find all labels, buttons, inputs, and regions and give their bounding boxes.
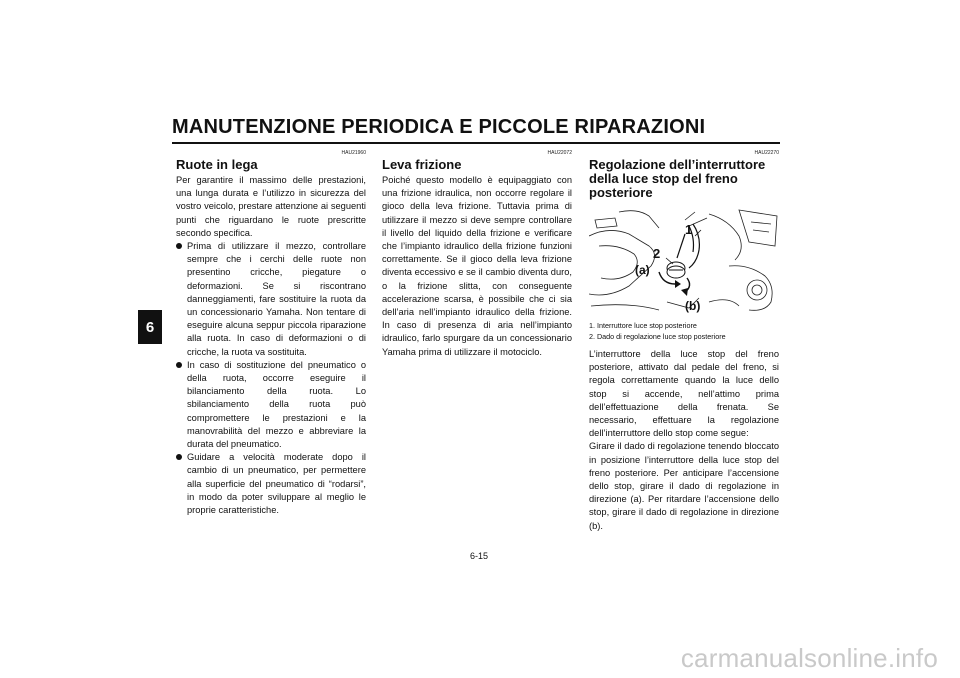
section-code: HAU22072 [547, 150, 572, 156]
figure-label-1: 1 [685, 222, 693, 237]
section-body: Poiché questo modello è equipaggiato con una frizione idraulica, non occorre regolare il gioco della leva frizione. Tuttavia prima di utilizzare il mezzo si deve sempre controllare il livello del liquido della frizione e verificare che l’impianto idraulico della frizione funzioni correttamente. Se il gioco della leva frizione diventa eccessivo e se il cambio diventa duro, o la frizione slitta, con conseguente accelerazione scarsa, è possibile che ci sia dell’aria nell’impianto idraulico della frizione. In caso di presenza di aria nell’impianto idraulico, farlo spurgare da un concessionario Yamaha prima di utilizzare il motociclo. [382, 175, 572, 357]
figure-caption [589, 320, 779, 342]
section-title: Leva frizione [382, 157, 462, 172]
brake-switch-illustration [589, 206, 779, 314]
column-alloy-wheels [176, 150, 366, 517]
figure-label-b: (b) [685, 299, 701, 313]
caption-line: 1. Interruttore luce stop posteriore [589, 321, 697, 330]
page-number: 6-15 [469, 551, 488, 561]
column-clutch-lever [382, 150, 572, 359]
caption-line: 2. Dado di regolazione luce stop posteriore [589, 332, 726, 341]
section-code: HAU22270 [754, 150, 779, 156]
page-header-title: MANUTENZIONE PERIODICA E PICCOLE RIPARAZIONI [172, 116, 706, 138]
section-title: Ruote in lega [176, 157, 258, 172]
figure-label-a: (a) [635, 263, 650, 277]
section-title: Regolazione dell’interruttore della luce stop del freno posteriore [589, 157, 766, 200]
figure-label-2: 2 [653, 246, 661, 261]
header-divider [172, 142, 780, 144]
bullet-item: Guidare a velocità moderate dopo il cambio di un pneumatico, per permettere alla superficie del pneumatico di “rodarsi”, in modo da poter sviluppare al meglio le proprie caratteristiche. [176, 451, 366, 517]
watermark-text: carmanualsonline.info [680, 643, 938, 673]
chapter-tab: 6 [138, 310, 162, 344]
column-brake-light-switch [589, 150, 779, 533]
section-body-continued: Girare il dado di regolazione tenendo bloccato in posizione l’interruttore della luce stop del freno posteriore. Per anticipare l’accensione dello stop, girare il dado di regolazione in direzione (a). Per ritardare l’accensione dello stop, girare il dado di regolazione in direzione (b). [589, 441, 779, 531]
section-code: HAU21960 [341, 150, 366, 156]
section-intro: Per garantire il massimo delle prestazioni, una lunga durata e l’utilizzo in sicurezza del vostro veicolo, prestare attenzione ai seguenti punti che riguardano le ruote prescritte secondo specifica. [176, 175, 366, 238]
bullet-item: Prima di utilizzare il mezzo, controllare sempre che i cerchi delle ruote non presentino cricche, piegature o deformazioni. Se si riscontrano danneggiamenti, fare sostituire la ruota da un concessionario Yamaha. Non tentare di eseguire alcuna seppur piccola riparazione alla ruota. In caso di deformazioni o di cricche, la ruota va sostituita. [176, 240, 366, 359]
brake-switch-drawing [589, 206, 779, 314]
bullet-item: In caso di sostituzione del pneumatico o della ruota, occorre eseguire il bilanciamento della ruota. Lo sbilanciamento della ruota può compromettere le prestazioni e la manovrabilità del mezzo e abbreviare la durata del pneumatico. [176, 359, 366, 451]
section-body: L’interruttore della luce stop del freno posteriore, attivato dal pedale del freno, si regola correttamente quando la luce dello stop si accende, nell’attimo prima dell’effettuazione della frenata. Se necessario, effettuare la regolazione dell’interruttore dello stop come segue: [589, 349, 779, 439]
